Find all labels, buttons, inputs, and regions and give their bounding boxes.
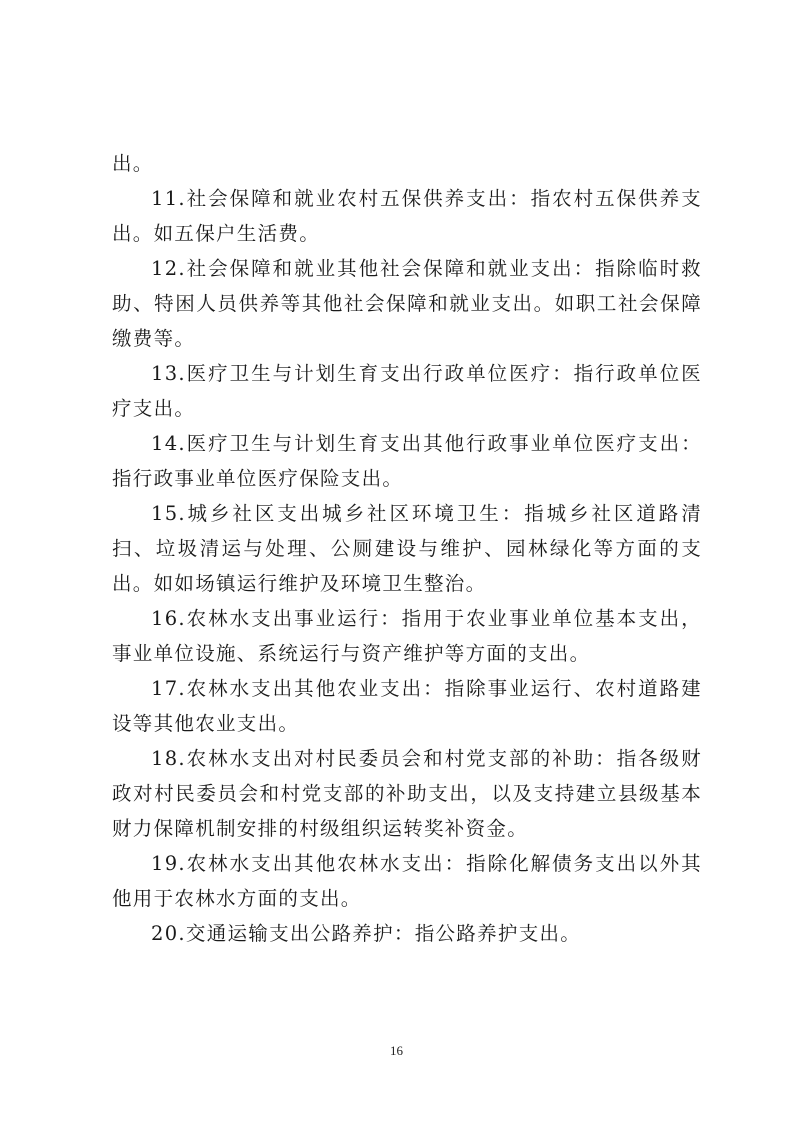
paragraph-13: 13.医疗卫生与计划生育支出行政单位医疗：指行政单位医疗支出。 <box>112 362 702 420</box>
paragraph-18: 18.农林水支出对村民委员会和村党支部的补助：指各级财政对村民委员会和村党支部的补助支出，以及支持建立县级基本财力保障机制安排的村级组织运转奖补资金。 <box>112 747 702 840</box>
page-number: 16 <box>390 1043 403 1058</box>
paragraph-19: 19.农林水支出其他农林水支出：指除化解债务支出以外其他用于农林水方面的支出。 <box>112 852 702 910</box>
paragraph-15: 15.城乡社区支出城乡社区环境卫生：指城乡社区道路清扫、垃圾清运与处理、公厕建设与维护、园林绿化等方面的支出。如如场镇运行维护及环境卫生整治。 <box>112 502 702 595</box>
paragraph-20: 20.交通运输支出公路养护：指公路养护支出。 <box>151 922 582 945</box>
paragraph-0: 出。 <box>112 152 154 175</box>
paragraph-11: 11.社会保障和就业农村五保供养支出：指农村五保供养支出。如五保户生活费。 <box>112 187 702 245</box>
paragraph-16: 16.农林水支出事业运行：指用于农业事业单位基本支出，事业单位设施、系统运行与资产维护等方面的支出。 <box>112 607 702 665</box>
document-body <box>112 146 702 951</box>
paragraph-12: 12.社会保障和就业其他社会保障和就业支出：指除临时救助、特困人员供养等其他社会保障和就业支出。如职工社会保障缴费等。 <box>112 257 702 350</box>
paragraph-17: 17.农林水支出其他农业支出：指除事业运行、农村道路建设等其他农业支出。 <box>112 677 702 735</box>
paragraph-14: 14.医疗卫生与计划生育支出其他行政事业单位医疗支出：指行政事业单位医疗保险支出。 <box>112 432 702 490</box>
